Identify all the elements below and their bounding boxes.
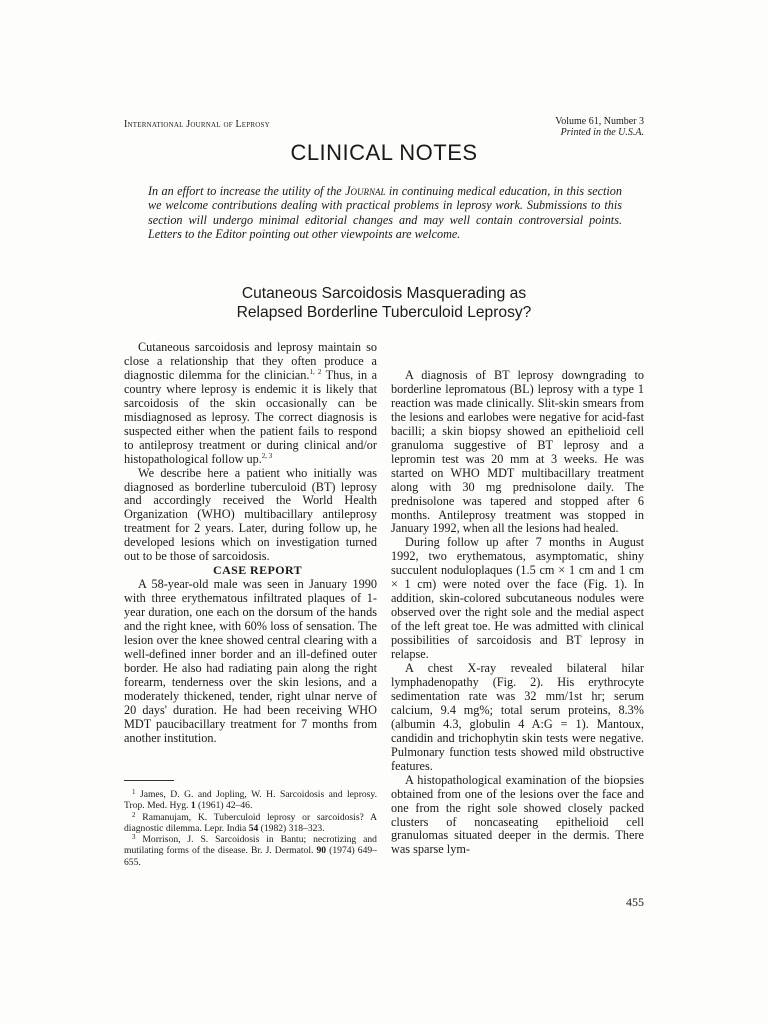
- section-intro: [148, 184, 622, 242]
- footnote-rule: [124, 780, 174, 781]
- footnote-number: 3: [132, 833, 136, 842]
- footnote-text: (1961) 42–46.: [195, 800, 253, 812]
- footnote-volume: 90: [316, 845, 327, 857]
- article-title-line1: Cutaneous Sarcoidosis Masquerading as: [241, 285, 527, 302]
- footnote-text: James, D. G. and Jopling, W. H. Sarcoidosis and leprosy. Trop. Med. Hyg.: [124, 789, 377, 812]
- volume-info: [555, 116, 644, 138]
- section-title: CLINICAL NOTES: [290, 140, 478, 165]
- footnote-3: [124, 834, 377, 868]
- right-column-text: [391, 369, 644, 857]
- footnotes: [124, 789, 377, 868]
- left-column: [124, 341, 377, 746]
- footnote-1: [124, 789, 377, 812]
- paragraph-5: During follow up after 7 months in August 1992, two erythematous, asymptomatic, shiny succulent noduloplaques (1.5 cm × 1 cm and 1 cm × 1 cm) were noted over the face (Fig. 1). In addition, skin-colored subcutaneous nodules were observed over the right sole and the medial aspect of the left great toe. He was admitted with clinical possibilities of sarcoidosis and BT leprosy in relapse.: [391, 535, 644, 662]
- footnote-number: 2: [132, 810, 136, 819]
- article-title-line2: Relapsed Borderline Tuberculoid Leprosy?: [236, 304, 532, 321]
- paragraph-6: A chest X-ray revealed bilateral hilar lymphadenopathy (Fig. 2). His erythrocyte sedimentation rate was 32 mm/1st hr; serum calcium, 9.4 mg%; total serum proteins, 8.3% (albumin 4.3, globulin 4 A:G = 1). Mantoux, candidin and trichophytin skin tests were negative. Pulmonary function tests showed mild obstructive features.: [391, 661, 644, 773]
- page-number: 455: [626, 895, 644, 909]
- paragraph-1-text-a: Cutaneous sarcoidosis and leprosy maintain so close a relationship that they often produce a diagnostic dilemma for the clinician.: [124, 340, 377, 382]
- citation-ref: 2, 3: [261, 451, 273, 460]
- printed-note: Printed in the U.S.A.: [560, 127, 644, 138]
- paragraph-2: We describe here a patient who initially was diagnosed as borderline tuberculoid (BT) leprosy and accordingly received the World Health Organization (WHO) multibacillary antileprosy treatment for 2 years. Later, during follow up, he developed lesions which on investigation turned out to be those of sarcoidosis.: [124, 465, 377, 564]
- intro-part2: in continuing medical education, in this section we welcome contributions dealing with practical problems in leprosy work. Submissions to this section will undergo minimal editorial changes and may well contain controversial points. Letters to the Editor pointing out other viewpoints are welcome.: [148, 184, 622, 242]
- footnote-text: Morrison, J. S. Sarcoidosis in Bantu; necrotizing and mutilating forms of the disease. Br. J. Dermatol.: [124, 834, 377, 857]
- intro-part1: In an effort to increase the utility of the: [148, 184, 346, 198]
- paragraph-4: A diagnosis of BT leprosy downgrading to borderline lepromatous (BL) leprosy with a type 1 reaction was made clinically. Slit-skin smears from the lesions and earlobes were negative for acid-fast bacilli; a skin biopsy showed an epithelioid cell granuloma suggestive of BT leprosy and a lepromin test was 20 mm at 3 weeks. He was started on WHO MDT multibacillary treatment along with 30 mg prednisolone daily. The prednisolone was tapered and stopped after 6 months. Antileprosy treatment was stopped in January 1992, when all the lesions had healed.: [391, 368, 644, 536]
- paragraph-3: A 58-year-old male was seen in January 1990 with three erythematous infiltrated plaques of 1-year duration, one each on the dorsum of the hands and the right knee, with 60% loss of sensation. The lesion over the knee showed central clearing with a well-defined inner border and an ill-defined outer border. He also had radiating pain along the right forearm, tenderness over the skin lesions, and a moderately thickened, tender, right ulnar nerve of 20 days' duration. He had been receiving WHO MDT paucibacillary treatment for 7 months from another institution.: [124, 577, 377, 745]
- footnote-number: 1: [132, 788, 136, 796]
- article-title: [0, 284, 768, 322]
- volume-number: Volume 61, Number 3: [555, 116, 644, 127]
- paragraph-1-text-b: Thus, in a country where leprosy is endemic it is likely that sarcoidosis of the skin occasionally can be misdiagnosed as leprosy. The correct diagnosis is suspected either when the patient fails to respond to antileprosy treatment or during clinical and/or histopathological follow up.: [124, 367, 378, 466]
- footnote-text: Ramanujam, K. Tuberculoid leprosy or sarcoidosis? A diagnostic dilemma. Lepr. India: [124, 811, 378, 834]
- footnote-text: (1974) 649–655.: [124, 845, 377, 868]
- journal-name: International Journal of Leprosy: [124, 119, 270, 130]
- footnote-volume: 1: [190, 800, 196, 812]
- footnote-volume: 54: [248, 822, 259, 834]
- intro-journal-word: Journal: [345, 184, 386, 198]
- case-report-heading: CASE REPORT: [213, 563, 302, 578]
- citation-ref: 1, 2: [309, 367, 322, 376]
- footnote-2: [124, 812, 377, 835]
- footnote-text: (1982) 318–323.: [258, 822, 325, 834]
- paragraph-7: A histopathological examination of the biopsies obtained from one of the lesions over the face and one from the right sole showed closely packed clusters of noncaseating epithelioid cell granulomas situated deeper in the dermis. There was sparse lym-: [391, 772, 644, 857]
- paragraph-1: [124, 341, 377, 467]
